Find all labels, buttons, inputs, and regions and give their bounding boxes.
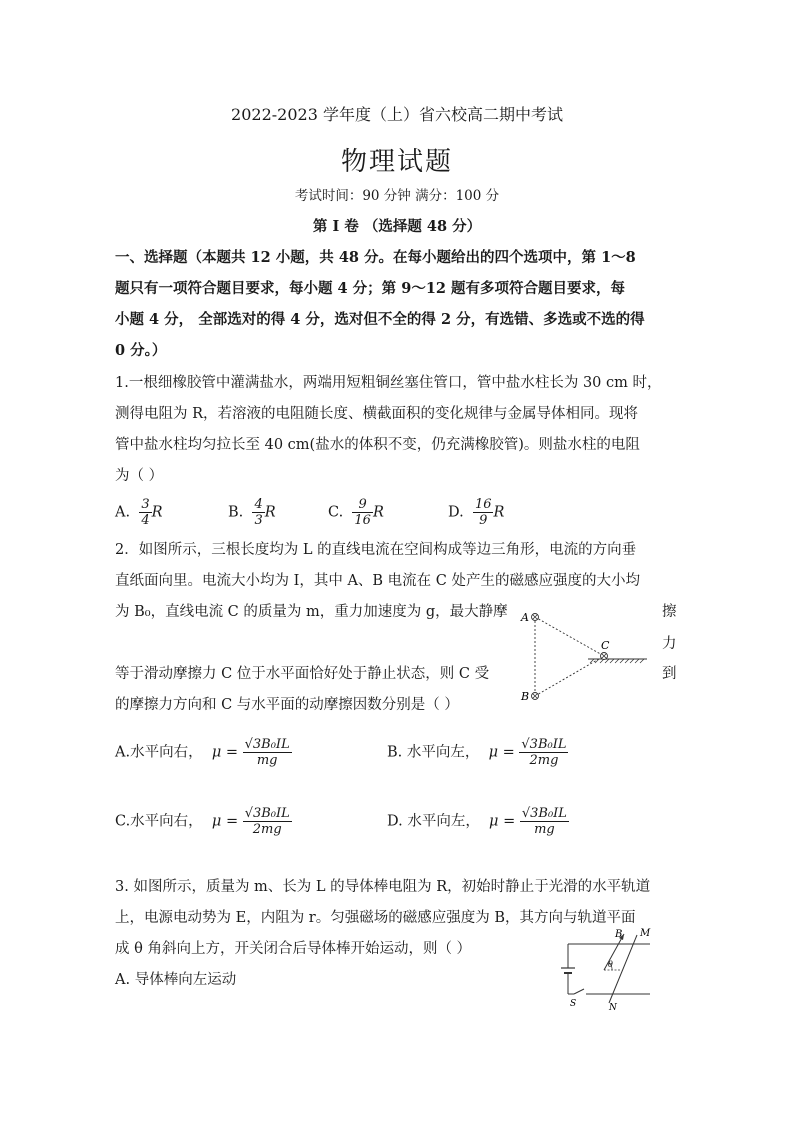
variable: R — [151, 504, 163, 521]
exam-title: 2022-2023 学年度（上）省六校高二期中考试 — [231, 105, 563, 124]
option-label: A. — [115, 504, 131, 521]
q2-option-c[interactable] — [115, 806, 292, 837]
switch-blade — [574, 989, 584, 994]
fraction — [252, 497, 264, 528]
mu-symbol: μ = — [211, 744, 238, 761]
dashed-side-ac — [535, 617, 604, 656]
q1-line-1: 1.一根细橡胶管中灌满盐水，两端用短粗铜丝塞住管口，管中盐水柱长为 30 cm 时， — [115, 375, 662, 391]
q2-line-6: 的摩擦力方向和 C 与水平面的动摩擦因数分别是（ ） — [115, 697, 459, 713]
denominator: 4 — [141, 513, 150, 528]
q3-line-3: 成 θ 角斜向上方，开关闭合后导体棒开始运动，则（ ） — [115, 941, 472, 957]
q3-line-1: 3. 如图所示，质量为 m、长为 L 的导体棒电阻为 R，初始时静止于光滑的水平轨道 — [115, 879, 651, 895]
numerator: 16 — [474, 497, 492, 512]
label-n: N — [609, 1003, 617, 1010]
instructions-line-4: 0 分。） — [115, 342, 167, 359]
denominator: 3 — [254, 513, 263, 528]
q1-option-a[interactable] — [115, 497, 163, 528]
denominator: mg — [256, 753, 278, 768]
q3-line-2: 上，电源电动势为 E，内阻为 r。匀强磁场的磁感应强度为 B，其方向与轨道平面 — [115, 910, 636, 926]
numerator: √3B₀IL — [521, 737, 567, 752]
option-label: B. — [228, 504, 244, 521]
q3-rail-figure — [540, 924, 660, 1010]
denominator: mg — [534, 822, 555, 837]
mu-symbol: μ = — [489, 813, 516, 830]
q2-line-5-tail: 到 — [662, 666, 677, 682]
q1-line-3: 管中盐水柱均匀拉长至 40 cm(盐水的体积不变，仍充满橡胶管)。则盐水柱的电阻 — [115, 437, 640, 453]
option-label: C. — [328, 504, 344, 521]
option-label: C.水平向右， — [115, 813, 203, 830]
mu-symbol: μ = — [488, 744, 515, 761]
label-b: B — [521, 690, 530, 703]
q2-option-b[interactable] — [387, 737, 568, 768]
variable: R — [493, 504, 505, 521]
label-b-field: B — [615, 929, 623, 940]
q2-line-3-tail: 擦 — [662, 604, 677, 620]
exam-info: 考试时间：90 分钟 满分：100 分 — [294, 188, 500, 204]
mu-symbol: μ = — [211, 813, 239, 830]
denominator: 2mg — [252, 822, 282, 837]
section-title: 第 I 卷 （选择题 48 分） — [312, 218, 482, 235]
surface-hatching — [590, 659, 644, 663]
current-b-into-page-icon — [532, 693, 539, 700]
conductor-rod — [609, 935, 637, 1003]
q2-line-5: 等于滑动摩擦力 C 位于水平面恰好处于静止状态，则 C 受 — [115, 666, 490, 682]
option-label: B. 水平向左， — [387, 744, 480, 761]
subject-title: 物理试题 — [340, 147, 453, 177]
fraction — [243, 737, 292, 768]
fraction — [352, 497, 373, 528]
instructions-line-3: 小题 4 分， 全部选对的得 4 分，选对但不全的得 2 分，有选错、多选或不选的得 — [115, 311, 645, 328]
q3-option-a[interactable]: A. 导体棒向左运动 — [115, 972, 237, 988]
variable: R — [372, 504, 384, 521]
label-c: C — [601, 639, 610, 652]
fraction — [519, 737, 568, 768]
denominator: 16 — [354, 513, 371, 528]
fraction — [473, 497, 494, 528]
numerator: 4 — [254, 497, 263, 512]
numerator: 3 — [141, 497, 150, 512]
numerator: √3B₀IL — [521, 806, 567, 821]
q1-option-c[interactable] — [328, 497, 384, 528]
denominator: 9 — [479, 513, 488, 528]
q2-line-4-tail: 力 — [662, 636, 677, 652]
instructions-line-1: 一、选择题（本题共 12 小题，共 48 分。在每小题给出的四个选项中，第 1～8 — [115, 249, 636, 266]
q2-line-3: 为 B₀，直线电流 C 的质量为 m，重力加速度为 g，最大静摩 — [115, 604, 508, 620]
q1-line-4: 为（ ） — [115, 468, 164, 484]
denominator: 2mg — [529, 753, 559, 768]
option-label: A.水平向右， — [115, 744, 203, 761]
option-label: D. 水平向左， — [387, 813, 480, 830]
q2-option-a[interactable] — [115, 737, 292, 768]
numerator: √3B₀IL — [244, 806, 290, 821]
label-s: S — [570, 999, 577, 1009]
variable: R — [264, 504, 276, 521]
current-a-into-page-icon — [532, 614, 539, 621]
current-c-into-page-icon — [601, 653, 608, 660]
option-label: D. — [448, 504, 464, 521]
q2-line-1: 2．如图所示，三根长度均为 L 的直线电流在空间构成等边三角形，电流的方向垂 — [115, 542, 637, 558]
q1-option-b[interactable] — [228, 497, 276, 528]
label-theta: θ — [608, 960, 613, 969]
label-m: M — [640, 928, 651, 939]
label-a: A — [521, 611, 529, 624]
fraction — [243, 806, 292, 837]
q2-triangle-figure — [510, 604, 660, 704]
numerator: √3B₀IL — [244, 737, 290, 752]
q2-line-2: 直纸面向里。电流大小均为 I，其中 A、B 电流在 C 处产生的磁感应强度的大小均 — [115, 573, 640, 589]
numerator: 9 — [352, 497, 373, 513]
fraction — [139, 497, 151, 528]
dashed-side-bc — [535, 656, 604, 696]
fraction — [520, 806, 569, 837]
q1-option-d[interactable] — [448, 497, 504, 528]
q1-line-2: 测得电阻为 R，若溶液的电阻随长度、横截面积的变化规律与金属导体相同。现将 — [115, 406, 639, 422]
instructions-line-2: 题只有一项符合题目要求，每小题 4 分；第 9～12 题有多项符合题目要求，每 — [115, 280, 626, 297]
q2-option-d[interactable] — [387, 806, 569, 837]
